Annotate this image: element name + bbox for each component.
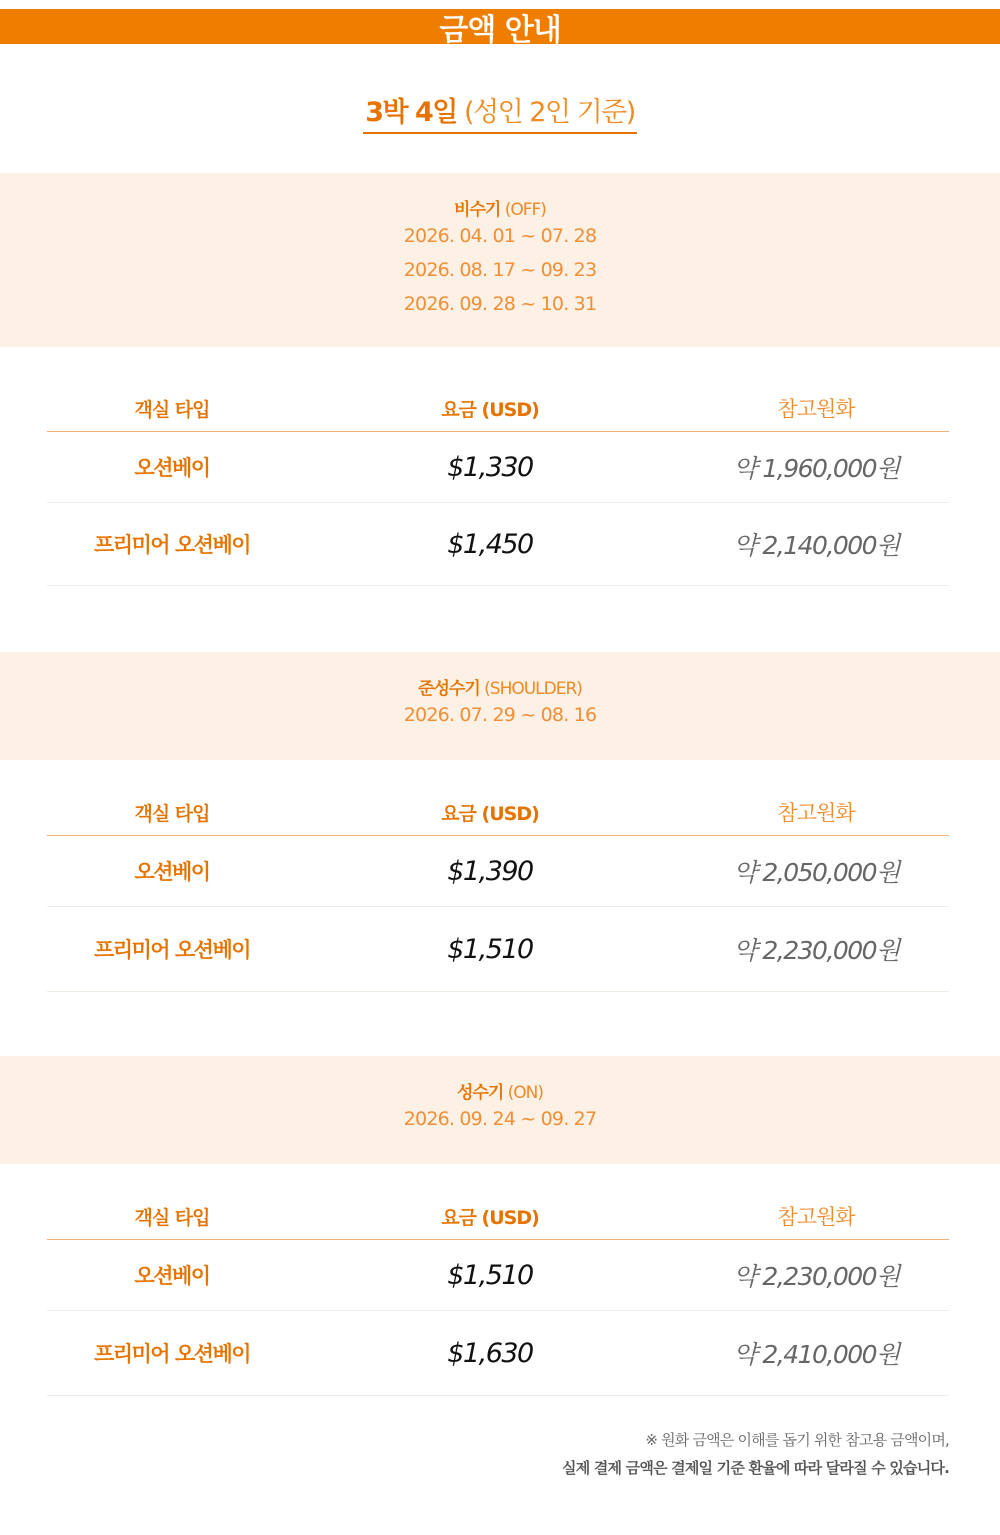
table-row — [47, 503, 949, 586]
room-type: 프리미어 오션베이 — [93, 938, 251, 962]
page-title: 금액 안내 — [439, 12, 561, 48]
table-row — [47, 836, 949, 907]
table-row — [47, 907, 949, 992]
season-title — [0, 674, 1000, 698]
footnote-line-1: ※ 원화 금액은 이해를 돕기 위한 참고용 금액이며, — [645, 1431, 949, 1449]
header-krw-ref: 참고원화 — [777, 397, 855, 421]
table-header-row — [47, 789, 949, 836]
room-type: 프리미어 오션베이 — [93, 1342, 251, 1366]
price-krw: 약 1,960,000원 — [733, 454, 899, 483]
header-price-usd: 요금 (USD) — [441, 398, 539, 421]
package-nights: 3박 4일 — [365, 97, 457, 128]
season-band-off — [0, 173, 1000, 347]
package-basis: (성인 2인 기준) — [463, 97, 635, 128]
price-usd: $1,510 — [447, 1259, 533, 1291]
price-krw: 약 2,230,000원 — [733, 1262, 899, 1291]
package-heading — [0, 90, 1000, 134]
page-title-bar — [0, 9, 1000, 48]
footnote — [562, 1426, 949, 1482]
price-usd: $1,630 — [447, 1337, 533, 1369]
season-date: 2026. 09. 24 ~ 09. 27 — [403, 1108, 597, 1130]
footnote-line-2: 실제 결제 금액은 결제일 기준 환율에 따라 달라질 수 있습니다. — [562, 1459, 949, 1477]
table-row — [47, 432, 949, 503]
season-code: (SHOULDER) — [484, 679, 582, 699]
table-row — [47, 1311, 949, 1396]
season-band-shoulder — [0, 652, 1000, 760]
season-code: (ON) — [507, 1083, 544, 1103]
price-krw: 약 2,050,000원 — [733, 858, 899, 887]
table-row — [47, 1240, 949, 1311]
season-code: (OFF) — [504, 200, 546, 220]
season-name: 비수기 — [454, 200, 501, 220]
season-name: 성수기 — [456, 1083, 504, 1103]
header-krw-ref: 참고원화 — [777, 1205, 855, 1229]
price-table-on — [47, 1193, 949, 1396]
price-usd: $1,510 — [447, 933, 533, 965]
header-room-type: 객실 타입 — [134, 802, 210, 825]
price-table-shoulder — [47, 789, 949, 992]
table-header-row — [47, 1193, 949, 1240]
season-date: 2026. 09. 28 ~ 10. 31 — [403, 293, 597, 315]
room-type: 오션베이 — [134, 456, 210, 480]
season-title — [0, 195, 1000, 219]
room-type: 프리미어 오션베이 — [93, 533, 251, 557]
header-krw-ref: 참고원화 — [777, 801, 855, 825]
season-title — [0, 1078, 1000, 1102]
price-krw: 약 2,140,000원 — [733, 531, 899, 560]
price-usd: $1,450 — [447, 528, 533, 560]
season-date: 2026. 08. 17 ~ 09. 23 — [403, 259, 597, 281]
season-name: 준성수기 — [418, 679, 480, 699]
room-type: 오션베이 — [134, 1264, 210, 1288]
price-krw: 약 2,230,000원 — [733, 936, 899, 965]
price-usd: $1,390 — [447, 855, 533, 887]
season-date: 2026. 04. 01 ~ 07. 28 — [403, 225, 597, 247]
package-label — [363, 90, 637, 134]
room-type: 오션베이 — [134, 860, 210, 884]
header-price-usd: 요금 (USD) — [441, 802, 539, 825]
header-room-type: 객실 타입 — [134, 398, 210, 421]
price-table-off — [47, 385, 949, 586]
season-band-on — [0, 1056, 1000, 1164]
header-price-usd: 요금 (USD) — [441, 1206, 539, 1229]
price-usd: $1,330 — [447, 451, 533, 483]
season-date: 2026. 07. 29 ~ 08. 16 — [403, 704, 597, 726]
table-header-row — [47, 385, 949, 432]
header-room-type: 객실 타입 — [134, 1206, 210, 1229]
price-krw: 약 2,410,000원 — [733, 1340, 899, 1369]
